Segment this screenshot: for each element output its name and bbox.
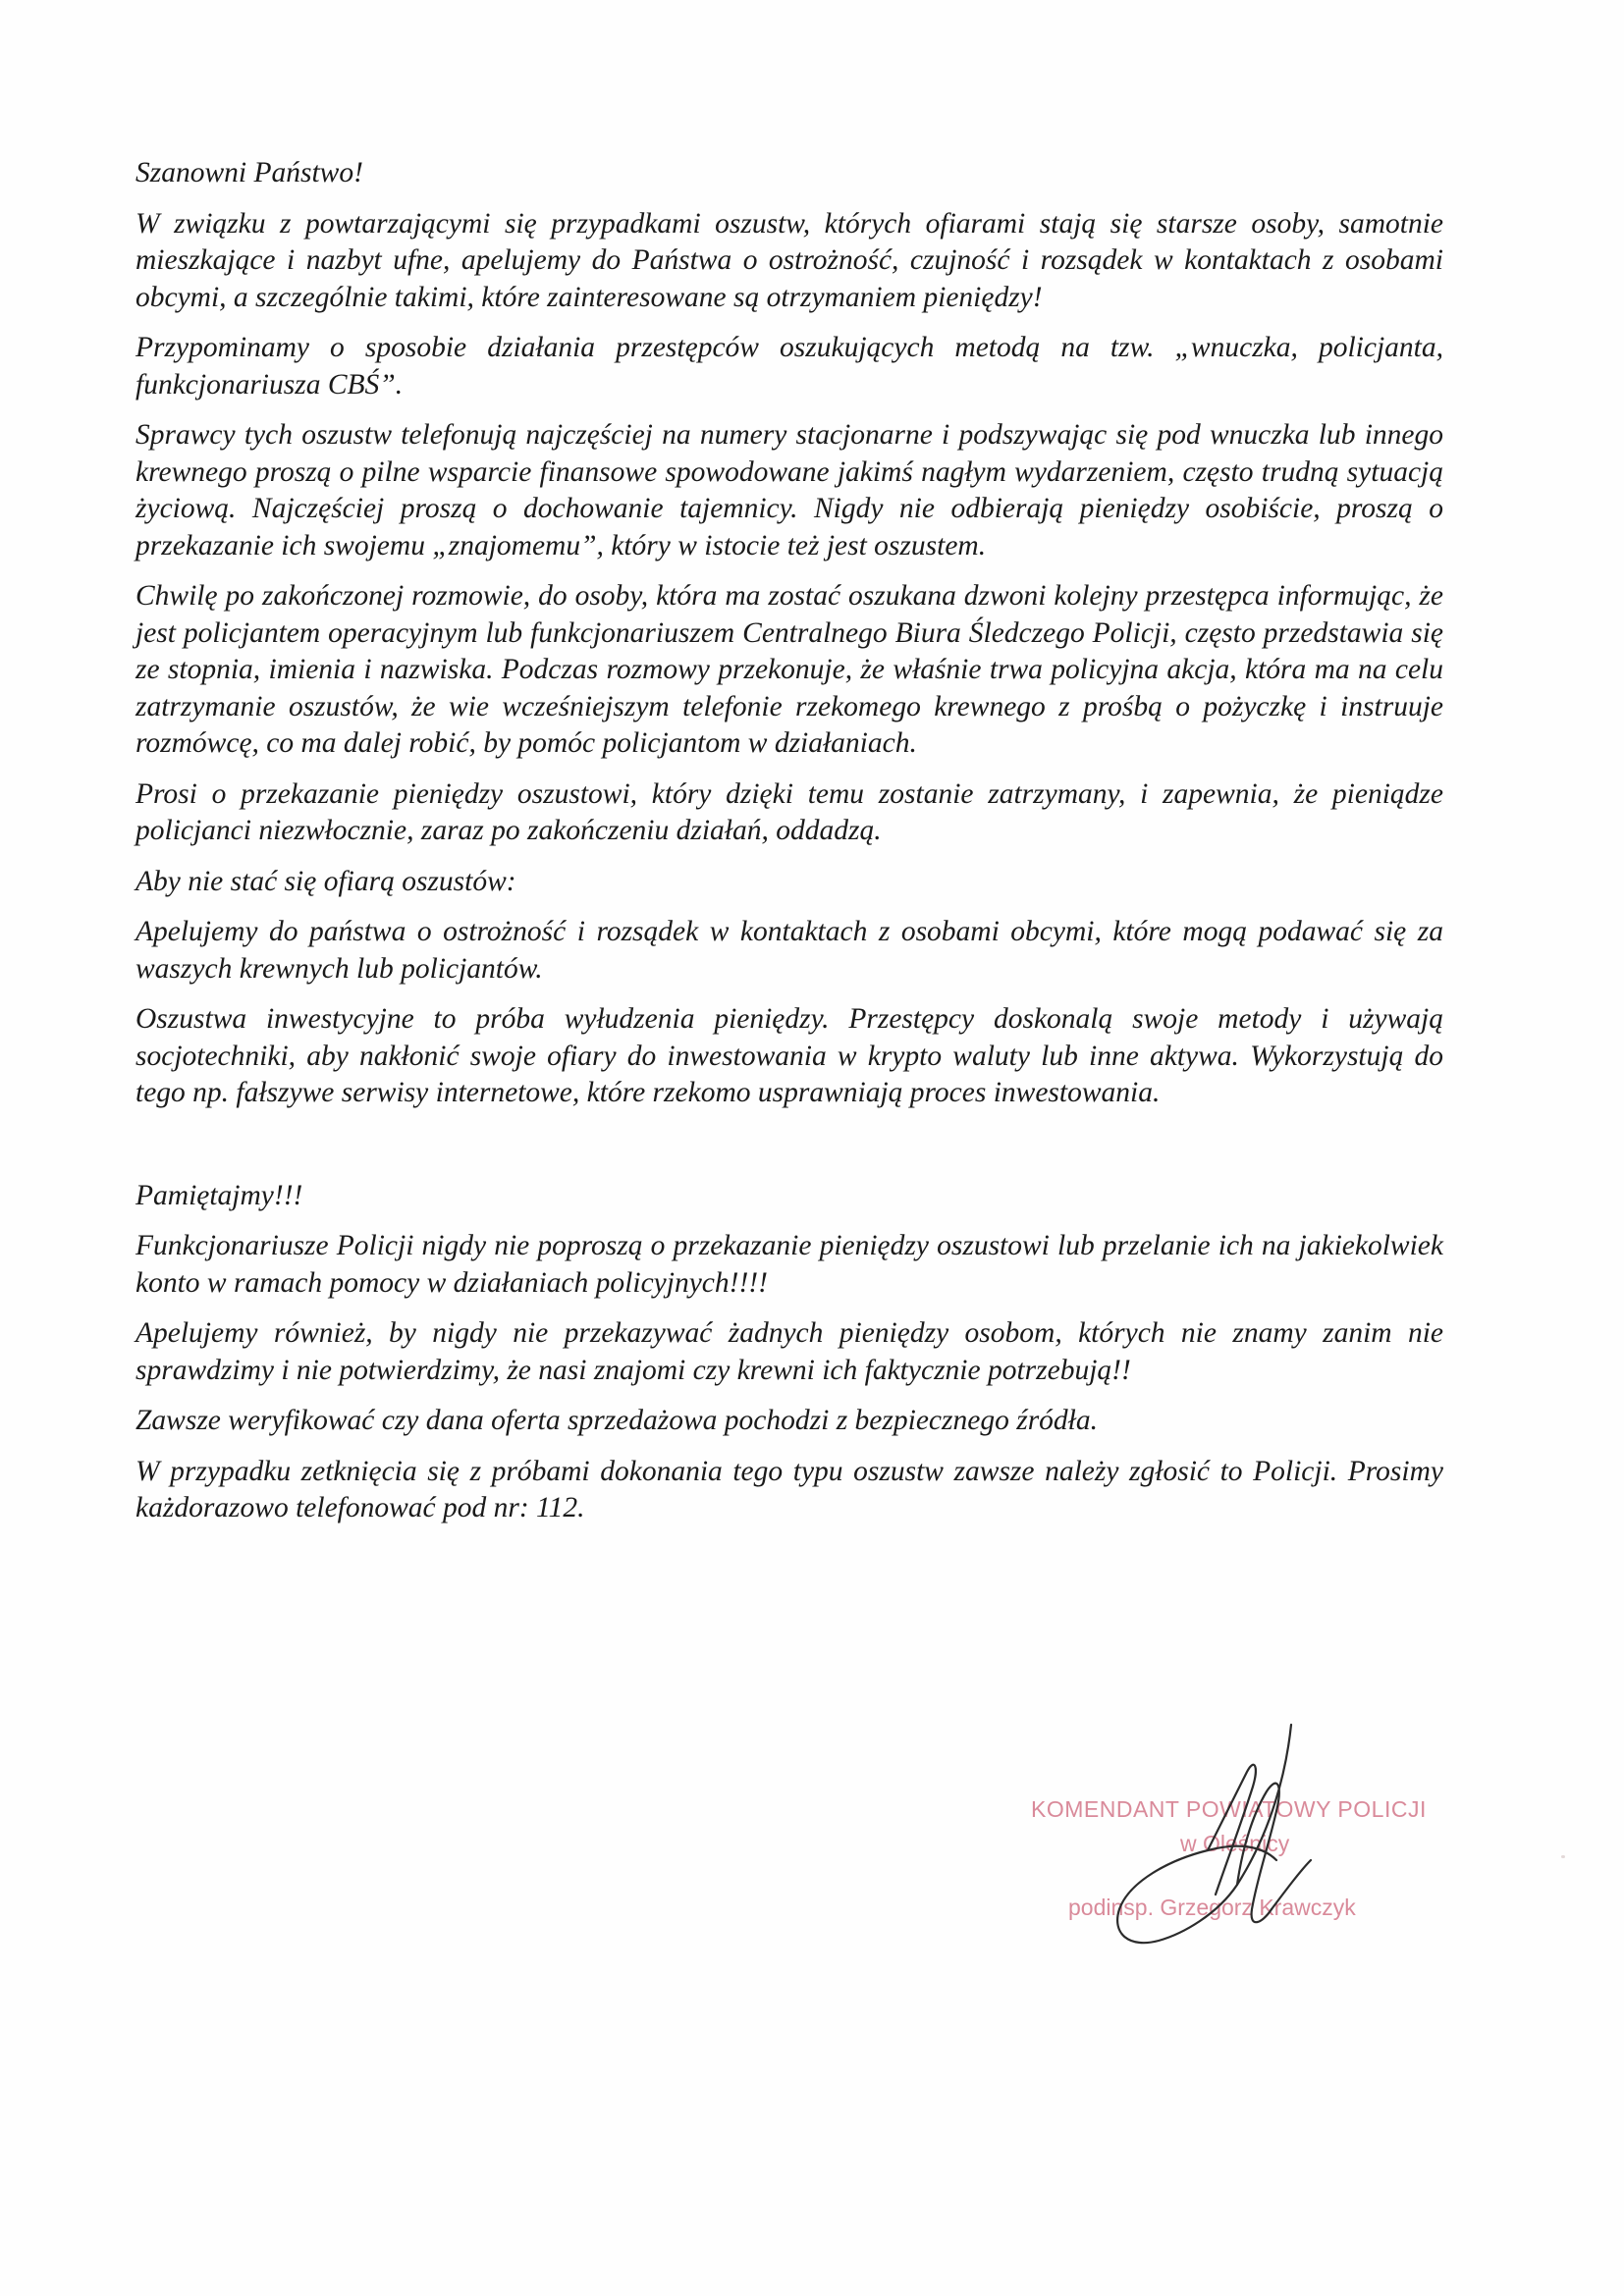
stamp-name: podinsp. Grzegorz Krawczyk	[1068, 1895, 1356, 1920]
paragraph-advice-heading: Aby nie stać się ofiarą oszustów:	[135, 865, 516, 897]
reminder-verify-offer: Zawsze weryfikować czy dana oferta sprzedażowa pochodzi z bezpiecznego źródła.	[135, 1405, 1098, 1436]
reminder-do-not-transfer: Apelujemy również, by nigdy nie przekazywać żadnych pieniędzy osobom, których nie znamy zanim nie sprawdzimy i nie potwierdzimy, że nasi znajomi czy krewni ich faktycznie potrzebują!!	[135, 1317, 1443, 1386]
paragraph-perpetrators: Sprawcy tych oszustw telefonują najczęściej na numery stacjonarne i podszywając się pod wnuczka lub innego krewnego proszą o pilne wsparcie finansowe spowodowane jakimś nagłym wydarzeniem, często trudną sytuacją życiową. Najczęściej proszą o dochowanie tajemnicy. Nigdy nie odbierają pieniędzy osobiście, proszą o przekazanie ich swojemu „znajomemu”, który w istocie też jest oszustem.	[135, 419, 1443, 561]
stamp-location: w Oleśnicy	[1180, 1831, 1290, 1856]
reminder-police-never: Funkcjonariusze Policji nigdy nie poproszą o przekazanie pieniędzy oszustowi lub przelanie ich na jakiekolwiek konto w ramach pomocy w działaniach policyjnych!!!!	[135, 1230, 1443, 1299]
handwritten-signature	[1090, 1713, 1326, 1958]
stamp-title: KOMENDANT POWIATOWY POLICJI	[1031, 1796, 1427, 1822]
paragraph-appeal: Apelujemy do państwa o ostrożność i rozsądek w kontaktach z osobami obcymi, które mogą podawać się za waszych krewnych lub policjantów.	[135, 916, 1443, 985]
reminder-heading: Pamiętajmy!!!	[135, 1179, 303, 1211]
paragraph-investment-fraud: Oszustwa inwestycyjne to próba wyłudzenia pieniędzy. Przestępcy doskonalą swoje metody i używają socjotechniki, aby nakłonić swoje ofiary do inwestowania w krypto waluty lub inne aktywa. Wykorzystują do tego np. fałszywe serwisy internetowe, które rzekomo usprawniają proces inwestowania.	[135, 1003, 1443, 1108]
greeting: Szanowni Państwo!	[135, 157, 363, 188]
letter-body	[135, 155, 1443, 1541]
paragraph-second-call: Chwilę po zakończonej rozmowie, do osoby, która ma zostać oszukana dzwoni kolejny przestępca informując, że jest policjantem operacyjnym lub funkcjonariuszem Centralnego Biura Śledczego Policji, często przedstawia się ze stopnia, imienia i nazwiska. Podczas rozmowy przekonuje, że właśnie trwa policyjna akcja, która ma na celu zatrzymanie oszustów, że wie wcześniejszym telefonie rzekomego krewnego z prośbą o pożyczkę i instruuje rozmówcę, co ma dalej robić, by pomóc policjantom w działaniach.	[135, 580, 1443, 759]
paragraph-method: Przypominamy o sposobie działania przestępców oszukujących metodą na tzw. „wnuczka, policjanta, funkcjonariusza CBŚ”.	[135, 332, 1443, 400]
paragraph-handover: Prosi o przekazanie pieniędzy oszustowi, który dzięki temu zostanie zatrzymany, i zapewnia, że pieniądze policjanci niezwłocznie, zaraz po zakończeniu działań, oddadzą.	[135, 777, 1443, 846]
reminder-report: W przypadku zetknięcia się z próbami dokonania tego typu oszustw zawsze należy zgłosić to Policji. Prosimy każdorazowo telefonować pod nr: 112.	[135, 1455, 1443, 1523]
scan-speck	[1561, 1855, 1565, 1858]
paragraph-intro: W związku z powtarzającymi się przypadkami oszustw, których ofiarami stają się starsze osoby, samotnie mieszkające i nazbyt ufne, apelujemy do Państwa o ostrożność, czujność i rozsądek w kontaktach z osobami obcymi, a szczególnie takimi, które zainteresowane są otrzymaniem pieniędzy!	[135, 207, 1443, 313]
section-spacer	[135, 1126, 1443, 1178]
